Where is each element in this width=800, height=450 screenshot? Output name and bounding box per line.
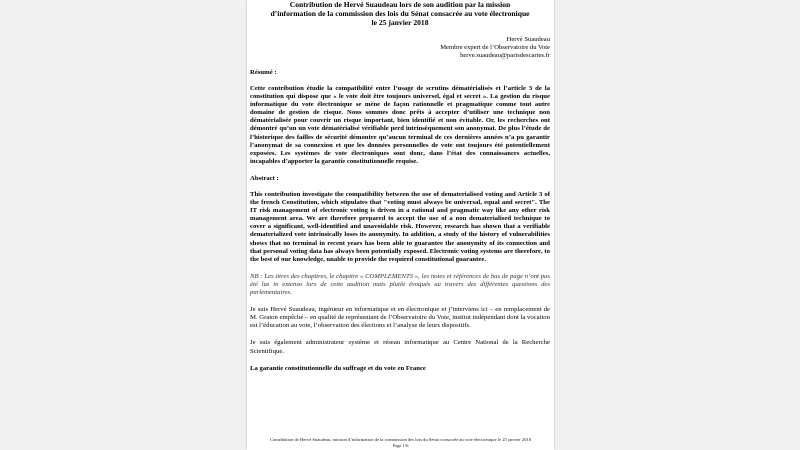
title-line-2: d’information de la commission des lois du Sénat consacrée au vote électronique: [270, 9, 530, 19]
author-role: Membre expert de l’Observatoire du Vote: [440, 43, 550, 51]
abstract-text: This contribution investigate the compatibility between the use of dematerialised voting and Article 3 of the french Constitution, which stipulates that "voting must always be universal, equal and secret". The IT risk management of electronic voting is driven in a rational and pragmatic way like any other risk management area. We are therefore prepared to accept the use of a non dematerialised technique to cover a significant, well-identified and unavoidable risk. However, research has shown that a verifiable dematerialized vote intrinsically loses its anonymity. In addition, a study of the history of vulnerabilities shows that no terminal in recent years has been able to guarantee the anonymity of its connection and that personal voting data has always been potentially exposed. Electronic voting systems are therefore, to the best of our knowledge, unable to provide the required constitutional guarantee.: [250, 191, 550, 263]
author-email: herve.suaudeau@parisdescartes.fr: [460, 51, 550, 59]
document-page: [247, 0, 554, 450]
resume-text: Cette contribution étudie la compatibilité entre l’usage de scrutins dématérialisés et l’article 3 de la constitution qui dispose que « le vote doit être toujours universel, égal et secret ». La gestion du risque informatique du vote électronique se mène de façon rationnelle et pragmatique comme tout autre domaine de gestion de risque. Nous sommes donc prêts à accepter d’utiliser une technique non dématérialisée pour couvrir un risque important, bien identifié et non évitable. Or, les recherches ont démontré qu’un un vote dématérialisé vérifiable perd intrinsèquement son anonymat. De plus l’étude de l’historique des failles de sécurité démontre qu’aucun terminal de ces dernières années n’a pu garantir l’anonymat de sa connexion et que les données personnelles de vote ont toujours été potentiellement exposées. Les systèmes de vote électroniques sont donc, dans l’état des connaissances actuelles, incapables d’apporter la garantie constitutionnelle requise.: [250, 84, 550, 165]
title-line-3: le 25 janvier 2018: [371, 18, 429, 28]
page-content: [250, 0, 550, 373]
section-heading: La garantie constitutionnelle du suffrage et du vote en France: [250, 364, 426, 372]
abstract-label: Abstract :: [250, 174, 279, 182]
author-block: [250, 36, 550, 60]
intro-paragraph-1: Je suis Hervé Suaudeau, ingénieur en informatique et en électronique et j’interviens ici – en remplacement de M. Graton empêché – en qualité de représentant de l’Observatoire du Vote, institut indépendant dont la vocation est l’éducation au vote, l’observation des élections et l’analyse de leurs dispositifs.: [250, 306, 550, 330]
page-number: Page 1/6: [392, 442, 409, 448]
intro-paragraph-2: Je suis également administrateur système et réseau informatique au Centre National de la Recherche Scientifique.: [250, 339, 550, 355]
nb-note: NB : Les titres des chapitres, le chapitre « COMPLEMENTS », les notes et références de bas de page n’ont pas été lus in extenso lors de cette audition mais plutôt évoqués au travers des différentes questions des parlementaires.: [250, 272, 550, 297]
page-footer: [247, 437, 554, 448]
footer-line: Contribution de Hervé Suaudeau, mission d’information de la commission des lois du Sénat consacrée au vote électronique le 25 janvier 2018: [269, 437, 532, 442]
resume-label: Résumé :: [250, 68, 277, 76]
title-line-1: Contribution de Hervé Suaudeau lors de son audition par la mission: [289, 0, 511, 9]
document-title: [250, 0, 550, 28]
author-name: Hervé Suaudeau: [506, 35, 550, 43]
